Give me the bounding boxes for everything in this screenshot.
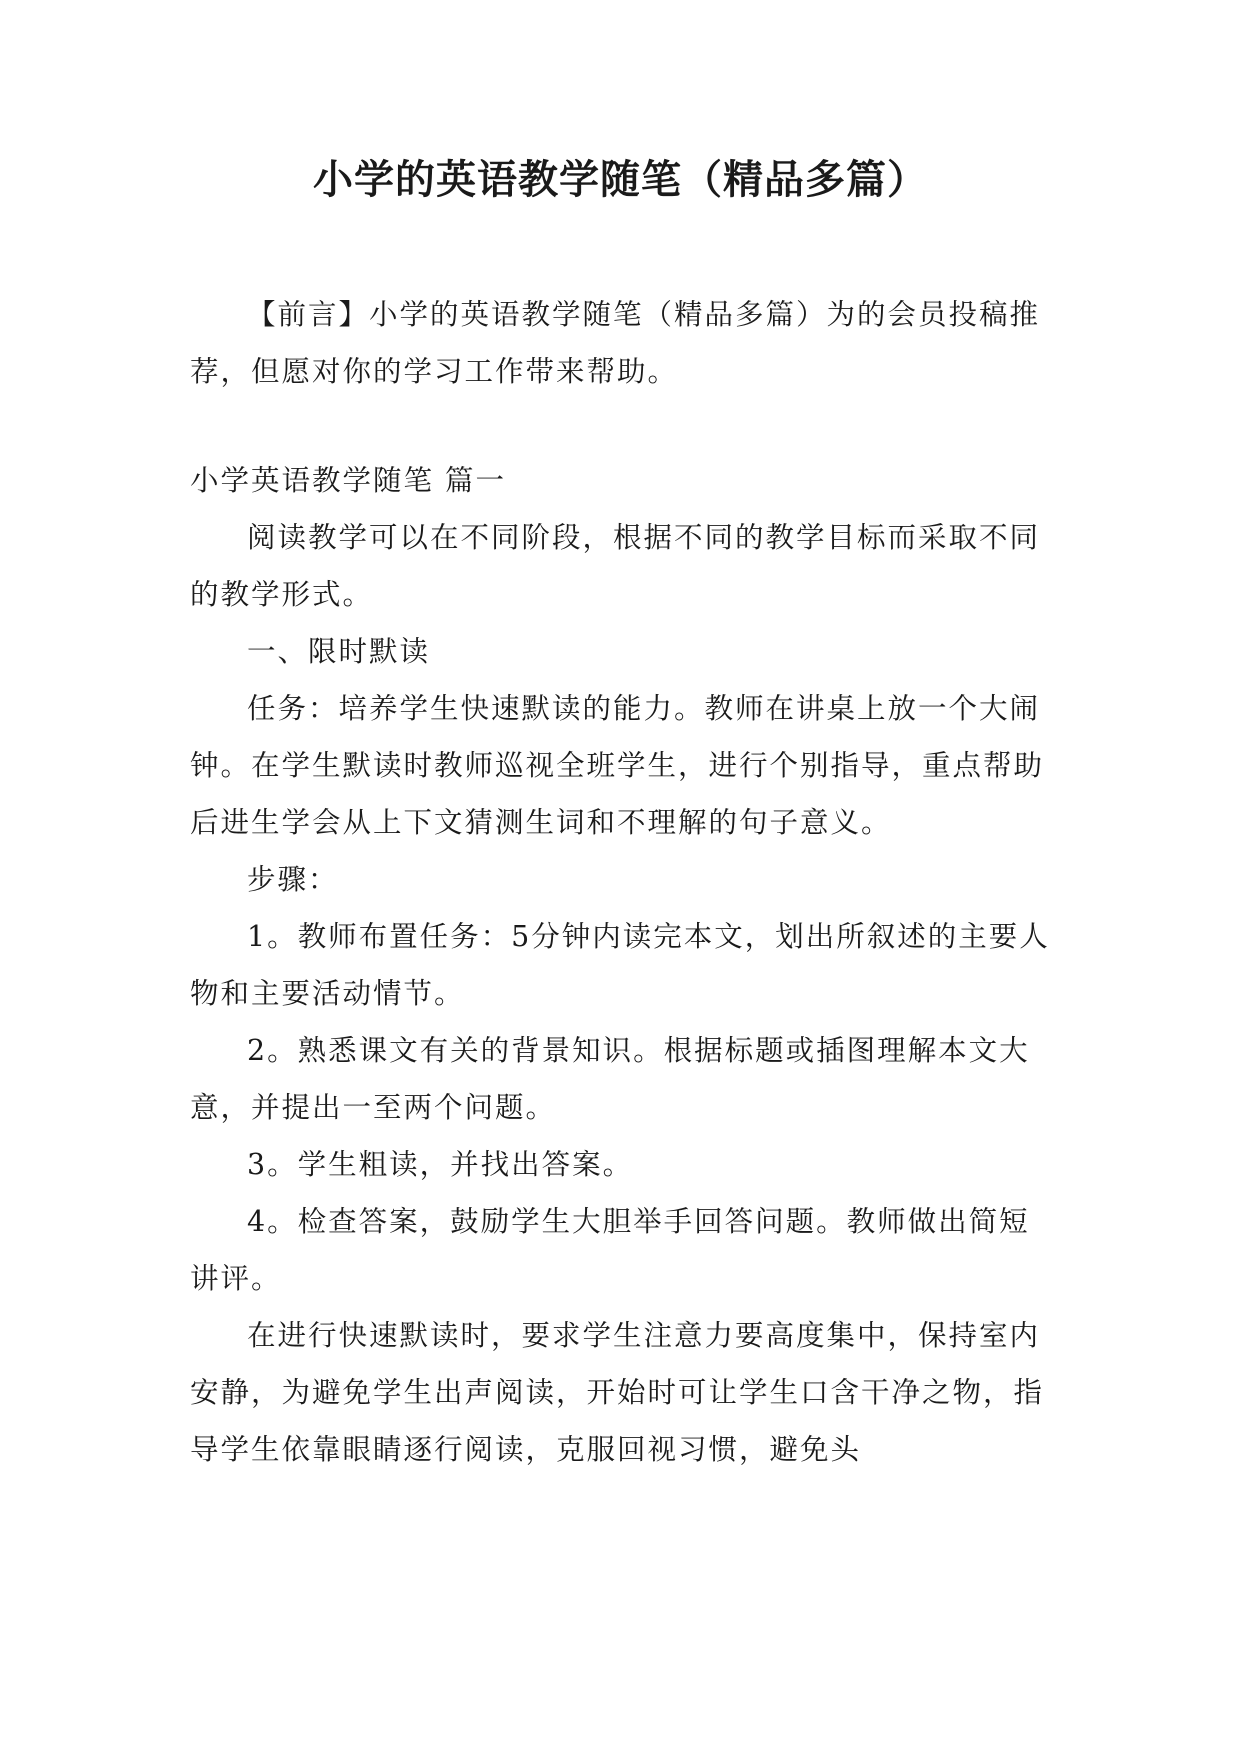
steps-label: 步骤：: [247, 863, 339, 896]
body-paragraph: 在进行快速默读时，要求学生注意力要高度集中，保持室内安静，为避免学生出声阅读，开始时可让学生口含干净之物，指导学生依靠眼睛逐行阅读，克服回视习惯，避免头: [190, 1319, 1045, 1466]
subheading-paragraph: 一、限时默读: [247, 635, 431, 668]
body-paragraph: 阅读教学可以在不同阶段，根据不同的教学目标而采取不同的教学形式。: [190, 521, 1041, 611]
step-item: 1。教师布置任务：5分钟内读完本文，划出所叙述的主要人物和主要活动情节。: [190, 920, 1050, 1010]
step-item: 2。熟悉课文有关的背景知识。根据标题或插图理解本文大意，并提出一至两个问题。: [190, 1034, 1030, 1124]
document-title: 小学的英语教学随笔（精品多篇）: [313, 157, 928, 203]
step-item: 4。检查答案，鼓励学生大胆举手回答问题。教师做出简短讲评。: [190, 1205, 1030, 1295]
body-paragraph: 任务：培养学生快速默读的能力。教师在讲桌上放一个大闹钟。在学生默读时教师巡视全班学生，进行个别指导，重点帮助后进生学会从上下文猜测生词和不理解的句子意义。: [190, 692, 1045, 839]
section-heading: 小学英语教学随笔 篇一: [190, 464, 507, 497]
preface-paragraph: 【前言】小学的英语教学随笔（精品多篇）为的会员投稿推荐，但愿对你的学习工作带来帮助。: [190, 298, 1041, 388]
step-item: 3。学生粗读，并找出答案。: [247, 1148, 634, 1181]
document-body: [190, 286, 1050, 1478]
